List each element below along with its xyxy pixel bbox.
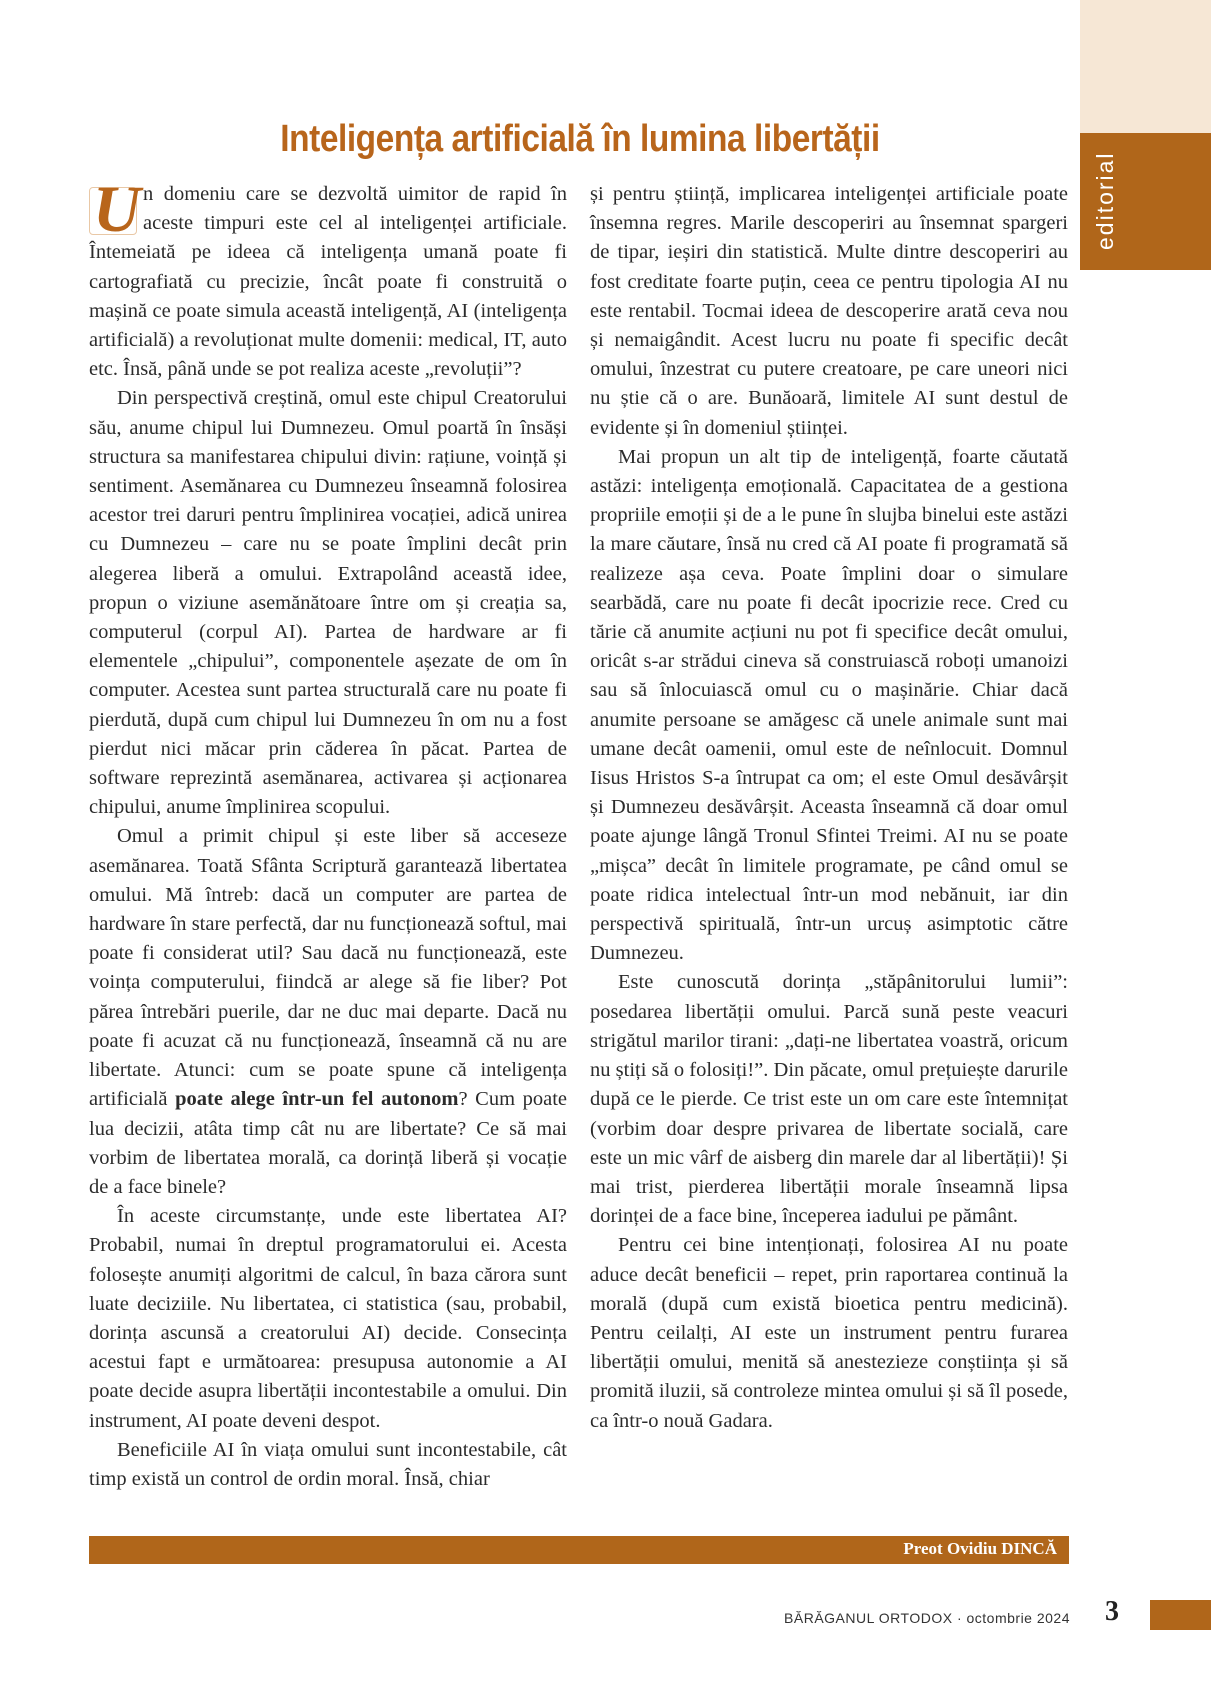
article-title: Inteligența artificială în lumina libertății [280,118,880,160]
page-number: 3 [1105,1596,1119,1627]
paragraph-5: Beneficiile AI în viața omului sunt incontestabile, cât timp există un control de ordin moral. Însă, chiar [89,1438,567,1490]
section-tab-label: editorial [1092,151,1118,250]
paragraph-8: Este cunoscută dorința „stăpânitorului lumii”: posedarea libertății omului. Parcă sună peste veacuri strigătul marilor tirani: „dați-ne libertatea voastră, oricum nu știți să o folosiți!”. Din păcate, omul prețuiește darurile după ce le pierde. Ce trist este un om care este întemnițat (vorbim doar despre privarea de libertate socială, care este un mic vârf de aisberg din marele dar al libertății)! Și mai trist, pierderea libertății morale înseamnă lipsa dorinței de a face bine, începerea iadului pe pământ. [590,971,1068,1228]
author-signature: Preot Ovidiu DINCĂ [903,1539,1057,1558]
footer-bar [1150,1600,1211,1630]
paragraph-2: Din perspectivă creștină, omul este chipul Creatorului său, anume chipul lui Dumnezeu. Omul poartă în însăși structura sa manifestarea chipului divin: rațiune, voință și sentiment. Asemănarea cu Dumnezeu înseamnă folosirea acestor trei daruri pentru împlinirea vocației, adică unirea cu Dumnezeu – care nu se poate împlini decât prin alegerea liberă a omului. Extrapolând această idee, propun o viziune asemănătoare între om și creația sa, computerul (corpul AI). Partea de hardware ar fi elementele „chipului”, componentele așezate de om în computer. Acestea sunt partea structurală care nu poate fi pierdută, după cum chipul lui Dumnezeu în om nu a fost pierdut nici măcar prin căderea în păcat. Partea de software reprezintă asemănarea, activarea și acționarea chipului, anume împlinirea scopului. [89,387,567,819]
paragraph-3-text-b: ? Cum poate lua decizii, atâta timp cât nu are libertate? Ce să mai vorbim de libertatea morală, ca dorință liberă și vocație de a face binele? [89,1088,567,1198]
left-column [89,173,567,1494]
paragraph-1-text: n domeniu care se dezvoltă uimitor de rapid în aceste timpuri este cel al inteligenței artificiale. Întemeiată pe ideea că inteligența umană poate fi cartografiată cu precizie, încât poate fi construită o mașină ce poate simula această inteligență, AI (inteligența artificială) a revoluționat multe domenii: medical, IT, auto etc. Însă, până unde se pot realiza aceste „revoluții”? [89,183,567,381]
right-column [590,180,1068,1436]
paragraph-1 [89,173,567,384]
section-tab-top [1080,0,1211,133]
footer-publication: BĂRĂGANUL ORTODOX · octombrie 2024 [784,1610,1070,1626]
paragraph-3-text-a: Omul a primit chipul și este liber să acceseze asemănarea. Toată Sfânta Scriptură garantează libertatea omului. Mă întreb: dacă un computer are partea de hardware în stare perfectă, dar nu funcționează softul, mai poate fi considerat util? Sau dacă nu funcționează, este voința computerului, fiindcă ar alege să fie liber? Pot părea întrebări puerile, dar ne duc mai departe. Dacă nu poate fi acuzat că nu funcționează, înseamnă că nu are libertate. Atunci: cum se poate spune că inteligența artificială [89,825,567,1111]
paragraph-6: și pentru știință, implicarea inteligenței artificiale poate însemna regres. Marile descoperiri au însemnat spargeri de tipar, ieșiri din statistică. Multe dintre descoperiri au fost creditate foarte puțin, ceea ce pentru tipologia AI nu este rentabil. Tocmai ideea de descoperire arată ceva nou și nemaigândit. Acest lucru nu poate fi specific decât omului, înzestrat cu putere creatoare, pe care uneori nici nu știe că o are. Bunăoară, limitele AI sunt destul de evidente și în domeniul științei. [590,183,1068,439]
paragraph-7: Mai propun un alt tip de inteligență, foarte căutată astăzi: inteligența emoțională. Capacitatea de a gestiona propriile emoții și de a le pune în slujba binelui este astăzi la mare căutare, însă nu cred că AI poate fi programată să realizeze așa ceva. Poate împlini doar o simulare searbădă, care nu poate fi decât ipocrizie rece. Cred cu tărie că anumite acțiuni nu pot fi specifice decât omului, oricât s-ar strădui cineva să construiască roboți umanoizi sau să înlocuiască omul cu o mașinărie. Chiar dacă anumite persoane se amăgesc că unele animale sunt mai umane decât oamenii, omul este de neînlocuit. Domnul Iisus Hristos S-a întrupat ca om; el este Omul desăvârșit și Dumnezeu desăvârșit. Aceasta înseamnă că doar omul poate ajunge lângă Tronul Sfintei Treimi. AI nu se poate „mișca” decât în limitele programate, pe când omul se poate ridica intelectual într-un mod nebănuit, iar din perspectivă spirituală, într-un urcuș asimptotic către Dumnezeu. [590,445,1068,965]
paragraph-3-bold: poate alege într-un fel autonom [175,1088,459,1111]
drop-cap [89,173,141,246]
paragraph-9: Pentru cei bine intenționați, folosirea AI nu poate aduce decât beneficii – repet, prin raportarea continuă la morală (după cum există bioetica pentru medicină). Pentru ceilalți, AI este un instrument pentru furarea libertății omului, menită să anestezieze conștiința și să promită iluzii, să controleze mintea omului și să îl posede, ca într-o nouă Gadara. [590,1234,1068,1432]
paragraph-4: În aceste circumstanțe, unde este libertatea AI? Probabil, numai în dreptul programatorului ei. Acesta folosește anumiți algoritmi de calcul, în baza cărora sunt luate deciziile. Nu libertatea, ci statistica (sau, probabil, dorința ascunsă a creatorului AI) decide. Consecința acestui fapt e următoarea: presupusa autonomie a AI poate decide asupra libertății incontestabile a omului. Din instrument, AI poate deveni despot. [89,1205,567,1432]
paragraph-3 [89,822,567,1202]
signature-bar [89,1536,1069,1564]
drop-cap-letter: U [93,173,141,246]
